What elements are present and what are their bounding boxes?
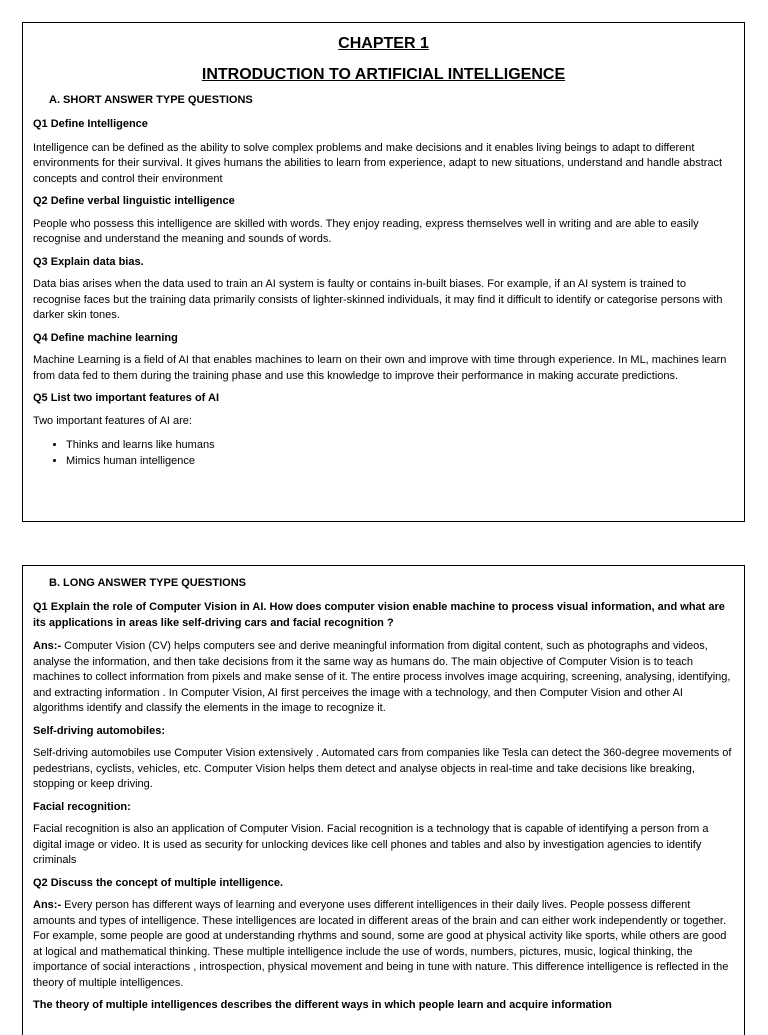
q2-answer: People who possess this intelligence are skilled with words. They enjoy reading, express themselves well in writing and are able to easily recognise and understand the meaning and sounds of words. [33,217,699,245]
long-q1-answer [33,639,734,717]
q1-answer: Intelligence can be defined as the ability to solve complex problems and make decisions and it enables living beings to adapt to different environments for their survival. It gives humans the abilities to learn from experience, adapt to new situations, understand and handle abstract concepts and control their environment [33,141,723,185]
long-q1-answer-text: Computer Vision (CV) helps computers see and derive meaningful information from digital content, such as photographs and videos, analyse the information, and then take decisions from it the same way as humans do. The main objective of Computer Vision is to teach machines to collect information from pixels and make sense of it. The entire process involves image acquiring, screening, analysing, identifying, and extracting information . In Computer Vision, AI first perceives the image with a technology, and then Computer Vision and other AI algorithms identify and classify the elements in the image to recognize it. [33,640,731,714]
section-b-heading: B. LONG ANSWER TYPE QUESTIONS [49,577,246,589]
q3-heading: Q3 Explain data bias. [33,255,144,268]
self-driving-heading: Self-driving automobiles: [33,724,166,737]
chapter-title: INTRODUCTION TO ARTIFICIAL INTELLIGENCE [201,66,566,83]
q5-heading: Q5 List two important features of AI [33,392,219,404]
long-q1-heading: Q1 Explain the role of Computer Vision in AI. How does computer vision enable machine to process visual information, and what are its applications in areas like self-driving cars and facial recognition ? [33,601,725,629]
list-item: • Mimics human intelligence [66,453,734,469]
self-driving-text: Self-driving automobiles use Computer Vision extensively . Automated cars from companies like Tesla can detect the 360-degree movements of pedestrians, cyclists, vehicles, etc. Computer Vision helps them detect and analyse objects in real-time and take decisions like breaking, stopping or keep driving. [33,747,732,790]
facial-recognition-text: Facial recognition is also an application of Computer Vision. Facial recognition is a technology that is capable of identifying a person from a digital image or video. It is used as security for unlocking devices like cell phones and tables and also by investigation agencies to identify criminals [33,823,709,866]
long-answer-box [22,565,745,1035]
section-a-heading: A. SHORT ANSWER TYPE QUESTIONS [49,94,253,106]
theory-statement: The theory of multiple intelligences describes the different ways in which people learn and acquire information [33,999,612,1011]
long-q2-heading: Q2 Discuss the concept of multiple intelligence. [33,876,283,889]
ans-label: Ans:- [33,640,62,652]
short-answer-box [22,22,745,522]
facial-recognition-heading: Facial recognition: [33,800,131,813]
list-item: • Thinks and learns like humans [66,437,734,453]
features-list [33,437,734,469]
q2-heading: Q2 Define verbal linguistic intelligence [33,195,235,207]
ans-label: Ans:- [33,899,62,911]
long-q2-answer [33,898,734,991]
q5-answer: Two important features of AI are: [33,414,192,427]
long-q2-answer-text: Every person has different ways of learning and everyone uses different intelligences in their daily lives. People possess different amounts and types of intelligence. These intelligences are located in different areas of the brain and can either work independently or together. For example, some people are good at understanding rhythms and sound, some are good at physical activity like sports, while others are good at logical and mathematical thinking. These multiple intelligence include the use of words, numbers, pictures, music, logical thinking, the importance of social interactions , introspection, physical movement and being in tune with nature. This difference intelligence is reflected in the theory of multiple intelligences. [33,899,729,989]
q4-answer: Machine Learning is a field of AI that enables machines to learn on their own and improve with time through experience. In ML, machines learn from data fed to them during the training phase and use this knowledge to improve their performance in making accurate predictions. [33,354,727,382]
q3-answer: Data bias arises when the data used to train an AI system is faulty or contains in-built biases. For example, if an AI system is trained to recognise faces but the training data primarily consists of lighter-skinned individuals, it may find it difficult to identify or categorise persons with darker skin tones. [33,278,723,321]
q1-heading: Q1 Define Intelligence [33,118,148,130]
chapter-heading: CHAPTER 1 [338,35,429,52]
q4-heading: Q4 Define machine learning [33,331,178,344]
